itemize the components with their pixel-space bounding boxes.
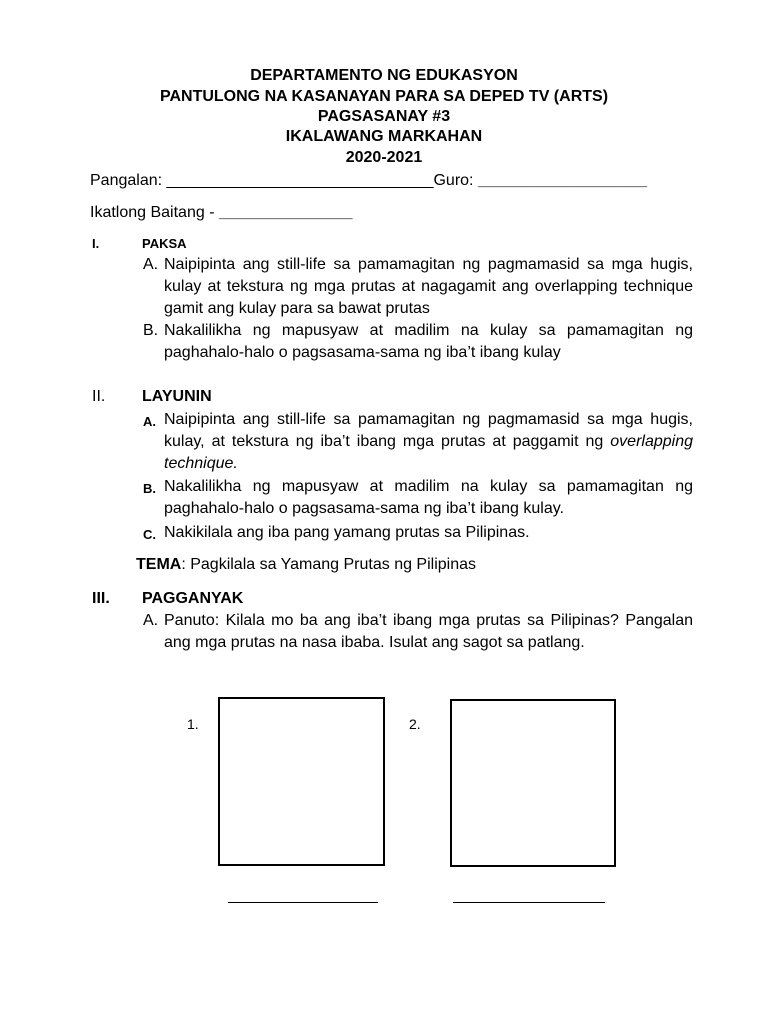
header-line-3: PAGSASANAY #3 xyxy=(317,108,451,125)
name-field-row xyxy=(90,170,647,192)
section-1-number: I. xyxy=(92,236,100,251)
header-line-1: DEPARTAMENTO NG EDUKASYON xyxy=(250,67,518,84)
tema-line xyxy=(136,554,476,576)
answer-1-line[interactable] xyxy=(228,902,378,903)
section-2-number: II. xyxy=(92,388,106,405)
header-line-4: IKALAWANG MARKAHAN xyxy=(285,128,483,145)
name-label: Pangalan: xyxy=(90,172,163,189)
answer-1-box xyxy=(218,697,385,866)
answer-2-box xyxy=(450,699,616,867)
section-2-item-c-letter: C. xyxy=(143,527,156,542)
answer-2-line[interactable] xyxy=(453,902,605,903)
section-2-item-a-body: Naipipinta ang still-life sa pamamagitan ng pagmamasid sa mga hugis, kulay, at tekstura ng iba’t ibang mga prutas at paggamit ng xyxy=(164,411,693,450)
header-line-2: PANTULONG NA KASANAYAN PARA SA DEPED TV (ARTS) xyxy=(159,88,609,105)
grade-label: Ikatlong Baitang - xyxy=(90,204,215,221)
section-2-title: LAYUNIN xyxy=(142,388,212,405)
name-blank[interactable]: ______________________________ xyxy=(166,172,434,189)
section-1-item-b-text: Nakalilikha ng mapusyaw at madilim na kulay sa pamamagitan ng paghahalo-halo o pagsasama-sama ng iba’t ibang kulay xyxy=(164,322,693,361)
section-2-item-b-letter: B. xyxy=(143,481,156,496)
section-3-title: PAGGANYAK xyxy=(142,590,244,607)
section-2-item-b-text: Nakalilikha ng mapusyaw at madilim na kulay sa pamamagitan ng paghahalo-halo o pagsasama-sama ng iba’t ibang kulay. xyxy=(164,478,693,517)
section-1-item-b-letter: B. xyxy=(143,322,159,339)
section-2-item-a-italic: overlapping technique. xyxy=(164,433,694,472)
section-3-item-a-letter: A. xyxy=(143,612,159,629)
section-3-item-a-text: Panuto: Kilala mo ba ang iba’t ibang mga prutas sa Pilipinas? Pangalan ang mga prutas na nasa ibaba. Isulat ang sagot sa patlang. xyxy=(164,612,693,651)
teacher-blank[interactable]: ___________________ xyxy=(477,172,648,189)
header-line-5: 2020-2021 xyxy=(345,149,423,166)
section-3-number: III. xyxy=(92,590,110,607)
grade-blank[interactable]: _______________ xyxy=(218,204,353,221)
teacher-label: Guro: xyxy=(433,172,474,189)
section-2-item-c-text: Nakikilala ang iba pang yamang prutas sa Pilipinas. xyxy=(164,524,530,541)
tema-text: : Pagkilala sa Yamang Prutas ng Pilipinas xyxy=(181,556,477,573)
section-1-item-a-letter: A. xyxy=(143,256,159,273)
section-2-item-a-text xyxy=(164,409,693,475)
answer-1-number: 1. xyxy=(187,716,199,732)
section-2-item-a-letter: A. xyxy=(143,414,156,429)
section-1-item-a-text: Naipipinta ang still-life sa pamamagitan ng pagmamasid sa mga hugis, kulay at tekstura ng mga prutas at nagagamit ang overlapping technique gamit ang kulay para sa bawat prutas xyxy=(164,256,693,317)
grade-field-row xyxy=(90,202,352,224)
tema-label: TEMA xyxy=(136,556,182,573)
section-1-title: PAKSA xyxy=(142,236,187,251)
answer-2-number: 2. xyxy=(409,716,421,732)
